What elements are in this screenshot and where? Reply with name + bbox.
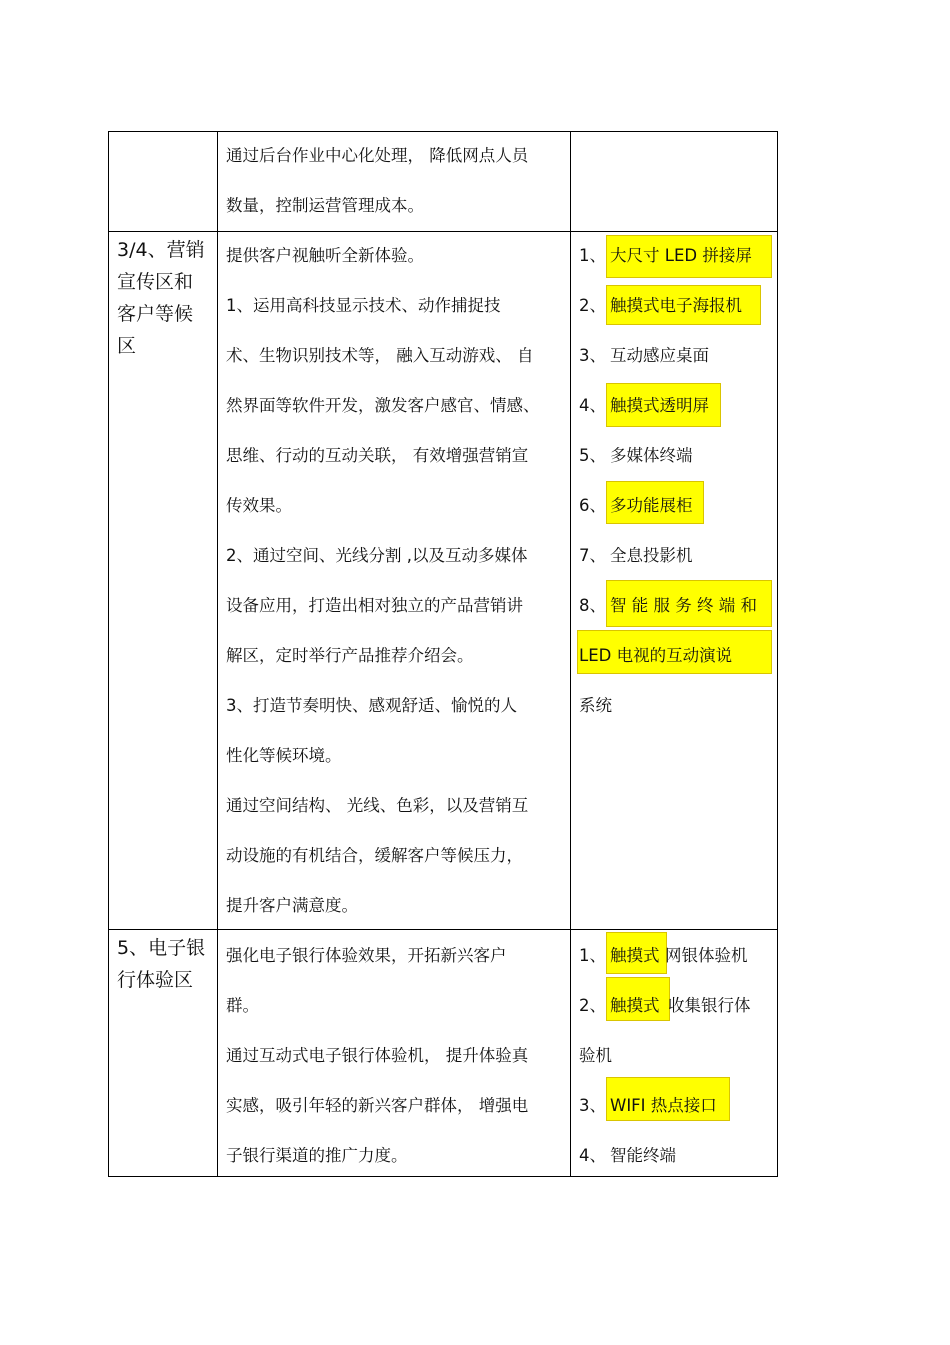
- row2-zone-line-2: 宣传区和: [117, 271, 194, 293]
- row2-equip-num-8: 8、: [579, 596, 606, 615]
- row3-desc-line-5: 子银行渠道的推广力度。: [226, 1146, 408, 1165]
- row2-desc-line-7: 2、通过空间、光线分割 ,以及互动多媒体: [226, 546, 528, 565]
- row3-desc-line-4: 实感，吸引年轻的新兴客户群体， 增强电: [226, 1096, 529, 1115]
- row2-equip-num-5: 5、: [579, 446, 606, 465]
- row3-zone-line-2: 行体验区: [117, 969, 194, 991]
- row3-equip-hl-2: 触摸式: [610, 996, 660, 1015]
- row3-equip-rest-5: 智能终端: [610, 1146, 676, 1165]
- table-border-top: [108, 131, 778, 132]
- row3-desc-line-2: 群。: [226, 996, 259, 1015]
- row2-zone-line-4: 区: [117, 335, 137, 357]
- row2-equip-num-1: 1、: [579, 246, 606, 265]
- column-divider-2: [570, 131, 571, 1177]
- row3-equip-rest-2: 收集银行体: [668, 996, 751, 1015]
- row3-equip-num-4: 3、: [579, 1096, 606, 1115]
- row2-desc-line-2: 1、运用高科技显示技术、动作捕捉技: [226, 296, 501, 315]
- row2-desc-line-3: 术、生物识别技术等， 融入互动游戏、 自: [226, 346, 534, 365]
- table-border-left: [108, 131, 109, 1177]
- row2-equip-hl-1: 大尺寸 LED 拼接屏: [610, 246, 752, 265]
- row2-equip-rest-3: 互动感应桌面: [610, 346, 709, 365]
- row2-desc-line-13: 动设施的有机结合，缓解客户等候压力，: [226, 846, 523, 865]
- column-divider-1: [217, 131, 218, 1177]
- row2-desc-line-8: 设备应用，打造出相对独立的产品营销讲: [226, 596, 523, 615]
- row3-equip-num-2: 2、: [579, 996, 606, 1015]
- row2-desc-line-1: 提供客户视触听全新体验。: [226, 246, 424, 265]
- row2-desc-line-5: 思维、行动的互动关联， 有效增强营销宣: [226, 446, 529, 465]
- row-divider-1: [108, 231, 778, 232]
- row3-desc-line-1: 强化电子银行体验效果，开拓新兴客户: [226, 946, 507, 965]
- row2-equip-num-2: 2、: [579, 296, 606, 315]
- row1-desc-line-2: 数量，控制运营管理成本。: [226, 196, 424, 215]
- row2-zone-line-1: 3/4、营销: [117, 239, 205, 261]
- row2-equip-num-7: 7、: [579, 546, 606, 565]
- row2-desc-line-9: 解区，定时举行产品推荐介绍会。: [226, 646, 474, 665]
- row3-equip-hl-1: 触摸式: [610, 946, 660, 965]
- row3-zone-line-1: 5、电子银: [117, 937, 206, 959]
- row3-equip-rest-1: 网银体验机: [665, 946, 748, 965]
- row2-equip-hl-4: 触摸式透明屏: [610, 396, 709, 415]
- row2-equip-hl-2: 触摸式电子海报机: [610, 296, 742, 315]
- row2-equip-hl-9: LED 电视的互动演说: [579, 646, 733, 665]
- row2-equip-num-3: 3、: [579, 346, 606, 365]
- row2-equip-num-6: 6、: [579, 496, 606, 515]
- row2-equip-hl-6: 多功能展柜: [610, 496, 693, 515]
- row2-desc-line-4: 然界面等软件开发，激发客户感官、情感、: [226, 396, 540, 415]
- row2-desc-line-6: 传效果。: [226, 496, 292, 515]
- row2-equip-num-4: 4、: [579, 396, 606, 415]
- row2-desc-line-11: 性化等候环境。: [226, 746, 342, 765]
- table-border-right: [777, 131, 778, 1177]
- row3-desc-line-3: 通过互动式电子银行体验机， 提升体验真: [226, 1046, 529, 1065]
- row2-equip-rest-7: 全息投影机: [610, 546, 693, 565]
- row2-equip-rest-10: 系统: [579, 696, 612, 715]
- row1-desc-line-1: 通过后台作业中心化处理， 降低网点人员: [226, 146, 529, 165]
- row2-desc-line-10: 3、打造节奏明快、感观舒适、愉悦的人: [226, 696, 517, 715]
- row2-desc-line-14: 提升客户满意度。: [226, 896, 358, 915]
- row2-equip-hl-8: 智 能 服 务 终 端 和: [610, 596, 757, 615]
- row3-equip-hl-4: WIFI 热点接口: [610, 1096, 717, 1115]
- row-divider-2: [108, 929, 778, 930]
- row2-desc-line-12: 通过空间结构、 光线、色彩，以及营销互: [226, 796, 529, 815]
- row3-equip-num-5: 4、: [579, 1146, 606, 1165]
- row3-equip-rest-3: 验机: [579, 1046, 612, 1065]
- row2-zone-line-3: 客户等候: [117, 303, 194, 325]
- row2-equip-rest-5: 多媒体终端: [610, 446, 693, 465]
- table-border-bottom: [108, 1176, 778, 1177]
- row3-equip-num-1: 1、: [579, 946, 606, 965]
